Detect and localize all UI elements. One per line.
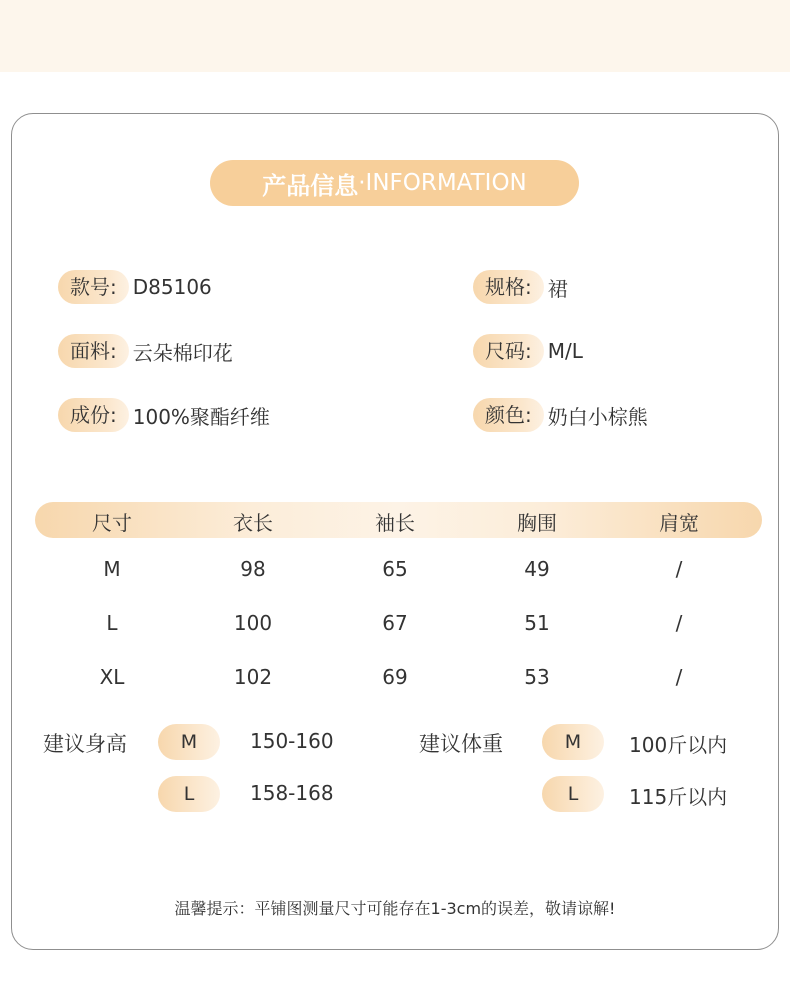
height-range: 158-168 xyxy=(250,781,334,805)
title-cn: 产品信息 xyxy=(262,171,359,200)
info-key: 颜色: xyxy=(473,398,544,432)
table-cell: / xyxy=(675,557,683,581)
table-cell: 102 xyxy=(233,665,273,689)
info-value: 奶白小棕熊 xyxy=(547,404,648,429)
table-cell: XL xyxy=(99,665,125,689)
table-header-chest: 胸围 xyxy=(517,511,557,535)
weight-size-pill: M xyxy=(542,724,604,760)
title-separator: · xyxy=(358,170,366,196)
height-size-pill: M xyxy=(158,724,220,760)
table-cell: 53 xyxy=(524,665,550,689)
info-key: 款号: xyxy=(58,270,129,304)
info-key: 面料: xyxy=(58,334,129,368)
info-value: 100%聚酯纤维 xyxy=(132,404,270,429)
table-cell: L xyxy=(106,611,118,635)
weight-range: 115斤以内 xyxy=(629,785,728,809)
table-cell: 69 xyxy=(382,665,408,689)
top-band xyxy=(0,0,790,72)
table-cell: M xyxy=(103,557,121,581)
info-value: 云朵棉印花 xyxy=(132,340,233,365)
table-cell: 98 xyxy=(240,557,266,581)
info-sizes xyxy=(473,333,583,369)
info-style-number xyxy=(58,269,212,305)
weight-size-pill: L xyxy=(542,776,604,812)
table-cell: 100 xyxy=(233,611,273,635)
recommended-weight-label: 建议体重 xyxy=(419,732,503,756)
info-type xyxy=(473,269,568,305)
info-key: 规格: xyxy=(473,270,544,304)
table-header-size: 尺寸 xyxy=(92,511,132,535)
info-value: 裙 xyxy=(547,276,568,301)
table-header-sleeve: 袖长 xyxy=(375,511,415,535)
info-color xyxy=(473,397,648,433)
table-header-shoulder: 肩宽 xyxy=(659,511,699,535)
table-cell: / xyxy=(675,665,683,689)
table-cell: 51 xyxy=(524,611,550,635)
measurement-note: 温馨提示：平铺图测量尺寸可能存在1-3cm的误差，敬请谅解! xyxy=(174,899,616,918)
table-cell: 67 xyxy=(382,611,408,635)
height-size-pill: L xyxy=(158,776,220,812)
info-value: D85106 xyxy=(132,275,212,299)
weight-range: 100斤以内 xyxy=(629,733,728,757)
table-cell: 49 xyxy=(524,557,550,581)
section-title xyxy=(210,160,579,206)
recommended-height-label: 建议身高 xyxy=(43,732,127,756)
table-header-length: 衣长 xyxy=(233,511,273,535)
title-en: INFORMATION xyxy=(365,170,527,196)
height-range: 150-160 xyxy=(250,729,334,753)
table-cell: / xyxy=(675,611,683,635)
info-key: 尺码: xyxy=(473,334,544,368)
info-value: M/L xyxy=(547,339,583,363)
info-composition xyxy=(58,397,270,433)
info-fabric xyxy=(58,333,233,369)
info-key: 成份: xyxy=(58,398,129,432)
table-cell: 65 xyxy=(382,557,408,581)
